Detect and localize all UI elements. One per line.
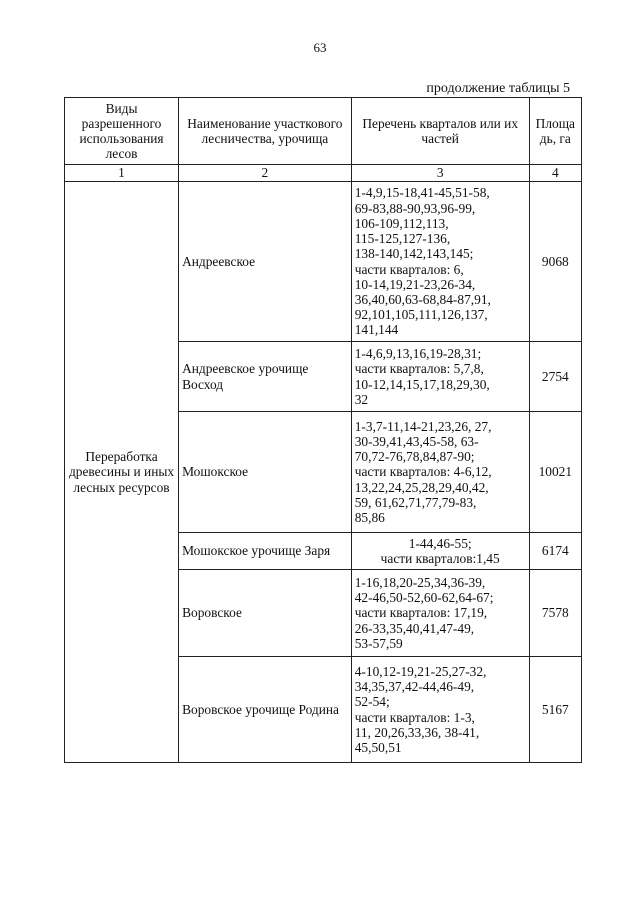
forestry-name-cell: Мошокское [179,412,352,533]
quarters-line: 10-12,14,15,17,18,29,30, [354,376,490,392]
forestry-name-cell: Андреевское урочище Восход [179,342,352,412]
header-area: Площа дь, га [529,98,581,165]
area-cell: 5167 [529,657,581,763]
quarters-line: 141,144 [354,322,399,338]
header-quarters-list: Перечень кварталов или их частей [351,98,529,165]
table-row [65,182,582,342]
column-number: 3 [351,165,529,182]
quarters-line: 45,50,51 [354,739,402,755]
quarters-line: 92,101,105,111,126,137, [354,307,488,323]
quarters-line: 52-54; [354,694,390,710]
quarters-line: 53-57,59 [354,635,403,651]
column-number: 1 [65,165,179,182]
page-number: 63 [313,40,327,55]
area-cell: 2754 [529,342,581,412]
quarters-line: 1-16,18,20-25,34,36-39, [354,574,486,590]
quarters-line: части кварталов:1,45 [380,551,500,566]
quarters-line: 106-109,112,113, [354,215,449,231]
quarters-line: 70,72-76,78,84,87-90; [354,449,475,465]
quarters-line: 13,22,24,25,28,29,40,42, [354,479,489,495]
quarters-line: 26-33,35,40,41,47-49, [354,620,475,636]
quarters-line: 1-3,7-11,14-21,23,26, 27, [354,418,492,434]
quarters-line: 11, 20,26,33,36, 38-41, [354,724,480,740]
quarters-line: 1-44,46-55; [408,535,472,551]
forestry-name-cell: Воровское [179,570,352,657]
quarters-line: 30-39,41,43,45-58, 63- [354,433,479,449]
header-row [65,98,582,165]
column-number: 4 [529,165,581,182]
quarters-line: части кварталов: 4-6,12, [354,464,492,480]
quarters-line: 59, 61,62,71,77,79-83, [354,494,477,510]
quarters-cell [351,342,529,412]
forestry-name-cell: Андреевское [179,182,352,342]
quarters-line: части кварталов: 17,19, [354,605,488,621]
quarters-cell [351,657,529,763]
quarters-line: 138-140,142,143,145; [354,246,474,262]
header-usage-type: Виды разрешенного использования лесов [65,98,179,165]
quarters-line: части кварталов: 5,7,8, [354,361,484,377]
column-number-row [65,165,582,182]
quarters-line: 10-14,19,21-23,26-34, [354,276,476,292]
quarters-line: 4-10,12-19,21-25,27-32, [354,663,487,679]
area-cell: 7578 [529,570,581,657]
quarters-line: 85,86 [354,510,385,525]
usage-type-cell: Переработка древесины и иных лесных ресурсов [65,182,179,763]
header-forestry-name: Наименование участкового лесничества, урочища [179,98,352,165]
quarters-line: части кварталов: 1-3, [354,709,475,725]
table-body [65,182,582,763]
quarters-line: части кварталов: 6, [354,261,464,277]
column-number: 2 [179,165,352,182]
area-cell: 10021 [529,412,581,533]
forest-usage-table [64,97,582,763]
quarters-line: 36,40,60,63-68,84-87,91, [354,291,491,307]
forestry-name-cell: Воровское урочище Родина [179,657,352,763]
quarters-line: 69-83,88-90,93,96-99, [354,200,476,216]
forestry-name-cell: Мошокское урочище Заря [179,533,352,570]
area-cell: 6174 [529,533,581,570]
quarters-line: 34,35,37,42-44,46-49, [354,679,475,695]
quarters-line: 1-4,9,15-18,41-45,51-58, [354,185,490,201]
quarters-cell [351,533,529,570]
quarters-cell [351,570,529,657]
quarters-cell [351,412,529,533]
quarters-line: 1-4,6,9,13,16,19-28,31; [354,346,482,362]
quarters-line: 32 [354,391,369,407]
table-continuation-label: продолжение таблицы 5 [426,81,570,96]
quarters-cell [351,182,529,342]
area-cell: 9068 [529,182,581,342]
quarters-line: 42-46,50-52,60-62,64-67; [354,590,494,606]
quarters-line: 115-125,127-136, [354,231,451,247]
